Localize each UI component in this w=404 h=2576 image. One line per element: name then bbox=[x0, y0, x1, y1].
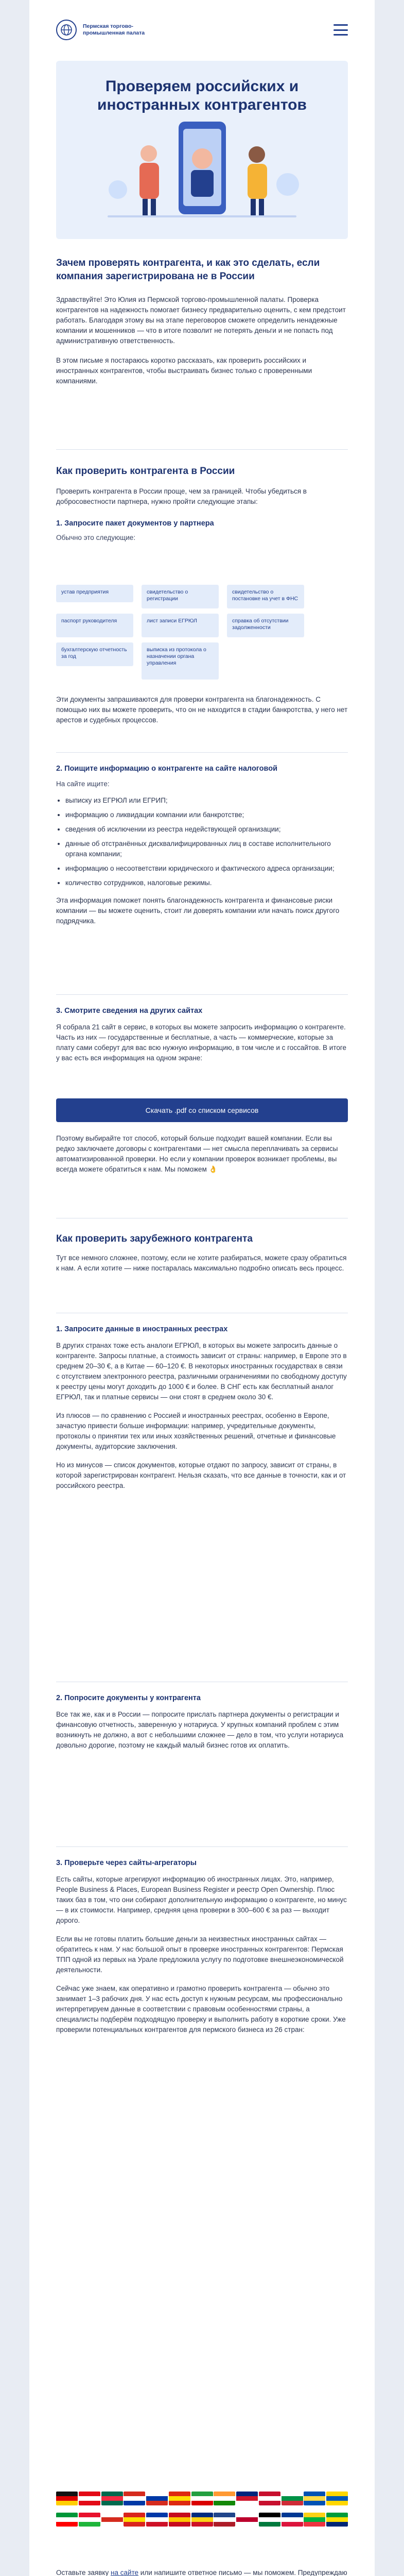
divider bbox=[56, 449, 348, 450]
russia-step2-lead: На сайте ищите: bbox=[56, 780, 110, 788]
country-flag-icon bbox=[124, 2492, 145, 2505]
country-flag-icon bbox=[124, 2513, 145, 2527]
intro-paragraph-1: Здравствуйте! Это Юлия из Пермской торгово-промышленной палаты. Проверка контрагентов на надежность помогает бизнесу предварительно оценить, с кем предстоит работать. Благодаря этому вы на этапе переговоров сможете определить ненадежные компании и мошенников — что в итоге позволит не потерять деньги и не попасть под административную ответственность. bbox=[56, 296, 346, 345]
foreign-step2-paragraph-1: Все так же, как и в России — попросите прислать партнера документы о регистрации и финансовую отчетность, заверенную у нотариуса. У крупных компаний проблем с этим возникнуть не должно, а вот с небольшими сложнее — дело в том, что услуги нотариуса довольно дорогие, поэтому не каждый малый бизнес готов их оплатить. bbox=[56, 1710, 344, 1749]
list-item: • сведения об исключении из реестра недействующей организации; bbox=[65, 824, 348, 835]
country-flag-icon bbox=[146, 2513, 168, 2527]
document-tag: паспорт руководителя bbox=[56, 614, 133, 637]
document-tag: выписка из протокола о назначении органа управления bbox=[142, 642, 219, 680]
closing-text-before: Оставьте заявку bbox=[56, 2569, 111, 2576]
country-flag-icon bbox=[191, 2513, 213, 2527]
intro-section bbox=[56, 257, 348, 386]
country-flag-icon bbox=[214, 2513, 235, 2527]
foreign-step1 bbox=[56, 1324, 348, 1491]
foreign-step2 bbox=[56, 1693, 348, 1751]
list-item: • количество сотрудников, налоговые режимы. bbox=[65, 878, 348, 888]
foreign-step3-paragraph-3: Сейчас уже знаем, как оперативно и грамотно проверить контрагента — обычно это занимает 1–3 рабочих дня. У нас есть доступ к нужным ресурсам, мы профессионально интерпретируем данные в соответствии с правовым особенностями страны, а специалисты подберём подходящую проверку и выполнить работу в короткие сроки. Уже проверили потенциальных контрагентов для пермского бизнеса из 26 стран: bbox=[56, 1985, 346, 2033]
closing-section bbox=[56, 2568, 348, 2576]
hero-illustration bbox=[56, 61, 348, 239]
list-item: • информацию о ликвидации компании или банкротстве; bbox=[65, 810, 348, 820]
country-flag-icon bbox=[326, 2492, 348, 2505]
closing-text-after: или напишите ответное письмо — мы поможем. Предупреждаю bbox=[140, 2569, 347, 2576]
foreign-step2-title: 2. Попросите документы у контрагента bbox=[56, 1694, 201, 1702]
russia-intro: Проверить контрагента в России проще, чем за границей. Чтобы убедиться в добросовестности партнера, нужно пройти следующие этапы: bbox=[56, 487, 307, 505]
document-tag: бухгалтерскую отчетность за год bbox=[56, 642, 133, 666]
country-flag-icon bbox=[101, 2513, 123, 2527]
country-flag-icon bbox=[259, 2492, 280, 2505]
country-flag-icon bbox=[214, 2492, 235, 2505]
download-pdf-button[interactable]: Скачать .pdf со списком сервисов bbox=[56, 1098, 348, 1122]
document-tag: свидетельство о регистрации bbox=[142, 585, 219, 608]
russia-step3-after-block bbox=[56, 1133, 348, 1175]
intro-heading: Зачем проверять контрагента, и как это сделать, если компания зарегистрирована не в России bbox=[56, 258, 320, 282]
menu-icon[interactable] bbox=[333, 24, 348, 36]
logo[interactable] bbox=[56, 20, 170, 40]
country-flag-icon bbox=[56, 2513, 78, 2527]
divider bbox=[56, 994, 348, 995]
foreign-step3 bbox=[56, 1858, 348, 2035]
divider bbox=[56, 1846, 348, 1847]
country-flag-icon bbox=[282, 2492, 303, 2505]
russia-step3-title: 3. Смотрите сведения на других сайтах bbox=[56, 1007, 203, 1015]
country-flag-icon bbox=[282, 2513, 303, 2527]
foreign-step1-paragraph-3: Но из минусов — список документов, которые отдают по запросу, зависит от страны, в которой зарегистрирован контрагент. Нельзя сказать, что все данные в точности, как и от российского реестра. bbox=[56, 1461, 346, 1489]
site-link[interactable]: на сайте bbox=[110, 2569, 139, 2576]
country-flag-icon bbox=[259, 2513, 280, 2527]
document-tag: справка об отсутствии задолженности bbox=[227, 614, 304, 637]
email-header bbox=[29, 0, 375, 60]
russia-step1-title: 1. Запросите пакет документов у партнера bbox=[56, 519, 214, 528]
country-flag-icon bbox=[56, 2492, 78, 2505]
russia-step3-paragraph-1: Я собрала 21 сайт в сервис, в которых вы можете запросить информацию о контрагенте. Часть из них — государственные и бесплатные, а часть — коммерческие, которые за плату сами соберут для вас всю нужную информацию, в том числе и с госсайтов. В итоге у вас есть вся информация на одном экране: bbox=[56, 1023, 346, 1062]
tax-site-list bbox=[56, 795, 348, 888]
divider bbox=[56, 752, 348, 753]
country-flag-icon bbox=[79, 2513, 100, 2527]
list-item: • данные об отстранённых дисквалифицированных лиц в составе исполнительного органа компании; bbox=[65, 839, 348, 859]
foreign-step3-title: 3. Проверьте через сайты-агрегаторы bbox=[56, 1859, 197, 1867]
country-flag-icon bbox=[236, 2492, 258, 2505]
email-card bbox=[29, 0, 375, 2576]
org-name: Пермская торгово-промышленная палата bbox=[83, 23, 145, 36]
foreign-heading: Как проверить зарубежного контрагента bbox=[56, 1233, 253, 1244]
country-flag-icon bbox=[304, 2513, 325, 2527]
foreign-section bbox=[56, 1232, 348, 1274]
hero-title: Проверяем российских и иностранных контрагентов bbox=[97, 78, 307, 113]
russia-heading: Как проверить контрагента в России bbox=[56, 466, 235, 477]
foreign-step3-paragraph-1: Есть сайты, которые агрегируют информацию об иностранных лицах. Это, например, People Business & Places, European Business Register и реестр Open Ownership. Плюс таких баз в том, что они собирают дополнительную информацию о контрагенте, но минус — в их стоимости. Например, средняя цена проверки в 300–600 € за раз — выходит дорого. bbox=[56, 1875, 347, 1924]
russia-section bbox=[56, 465, 348, 543]
country-flag-icon bbox=[236, 2513, 258, 2527]
closing-text bbox=[56, 2568, 348, 2576]
country-flag-icon bbox=[304, 2492, 325, 2505]
country-flag-icon bbox=[169, 2513, 190, 2527]
list-item: • информацию о несоответствии юридического и фактического адреса организации; bbox=[65, 863, 348, 874]
document-tag: лист записи ЕГРЮЛ bbox=[142, 614, 219, 637]
document-tag: устав предприятия bbox=[56, 585, 133, 602]
foreign-step1-paragraph-2: Из плюсов — по сравнению с Россией и иностранных реестрах, особенно в Европе, зачастую привести больше информации: например, учредительные документы, протоколы о принятии тех или иных хозяйственных решений, отчетные и финансовые документы, аудиторские заключения. bbox=[56, 1412, 336, 1450]
country-flag-icon bbox=[326, 2513, 348, 2527]
country-flag-icon bbox=[79, 2492, 100, 2505]
globe-logo-icon bbox=[56, 20, 77, 40]
foreign-intro: Тут все немного сложнее, поэтому, если не хотите разбираться, можете сразу обратиться к нам. А если хотите — ниже постаралась максимально подробно описать весь процесс. bbox=[56, 1254, 347, 1272]
russia-step2-after: Эта информация поможет понять благонадежность контрагента и финансовые риски компании — вы можете оценить, стоит ли доверять компании или начать поиск другого подрядчика. bbox=[56, 896, 340, 925]
intro-paragraph-2: В этом письме я постараюсь коротко рассказать, как проверить российских и иностранных контрагентов, чтобы выстраивать бизнес только с проверенными компаниями. bbox=[56, 357, 312, 385]
russia-step2-title: 2. Поищите информацию о контрагенте на сайте налоговой bbox=[56, 765, 277, 773]
russia-step2 bbox=[56, 764, 348, 926]
russia-step1-lead: Обычно это следующие: bbox=[56, 534, 136, 541]
russia-step3-paragraph-2: Поэтому выбирайте тот способ, который больше подходит вашей компании. Если вы редко заключаете договоры с контрагентами — нет смысла переплачивать за сервисы автоматизированной проверки. Но если у компании проверок возникает проблемы, вы всегда можете обратиться к нам. Мы поможем 👌 bbox=[56, 1134, 338, 1173]
russia-step1-after: Эти документы запрашиваются для проверки контрагента на благонадежность. С помощью них вы можете проверить, что он не находится в стадии банкротства, у него нет арестов и судебных процессов. bbox=[56, 696, 348, 724]
foreign-step1-title: 1. Запросите данные в иностранных реестрах bbox=[56, 1325, 228, 1333]
country-flag-icon bbox=[191, 2492, 213, 2505]
foreign-step1-paragraph-1: В других странах тоже есть аналоги ЕГРЮЛ, в которых вы можете запросить данные о контрагенте. Запросы платные, а стоимость зависит от страны: например, в Европе это в среднем 20–30 €, а в Китае — 60–120 €. В некоторых иностранных государствах в связи с отсутствием электронного реестра, различными ограничениями по свободному доступу к реестру цены могут доходить до 1000 € и более. В СНГ есть как бесплатный аналог ЕГРЮЛ, так и платные сервисы — они стоят в среднем около 30 €. bbox=[56, 1342, 347, 1401]
russia-step1-after-block bbox=[56, 694, 348, 725]
country-flag-icon bbox=[146, 2492, 168, 2505]
hero-banner bbox=[56, 61, 348, 239]
country-flag-icon bbox=[101, 2492, 123, 2505]
foreign-step3-paragraph-2: Если вы не готовы платить большие деньги за неизвестных иностранных сайтах — обратитесь к нам. У нас большой опыт в проверке иностранных контрагентов: Пермская ТПП одной из первых на Урале предложила услугу по подготовке внешнеэкономической деятельности. bbox=[56, 1935, 344, 1974]
country-flag-icon bbox=[169, 2492, 190, 2505]
document-tag: свидетельство о постановке на учет в ФНС bbox=[227, 585, 304, 608]
list-item: • выписку из ЕГРЮЛ или ЕГРИП; bbox=[65, 795, 348, 806]
russia-step3 bbox=[56, 1006, 348, 1063]
